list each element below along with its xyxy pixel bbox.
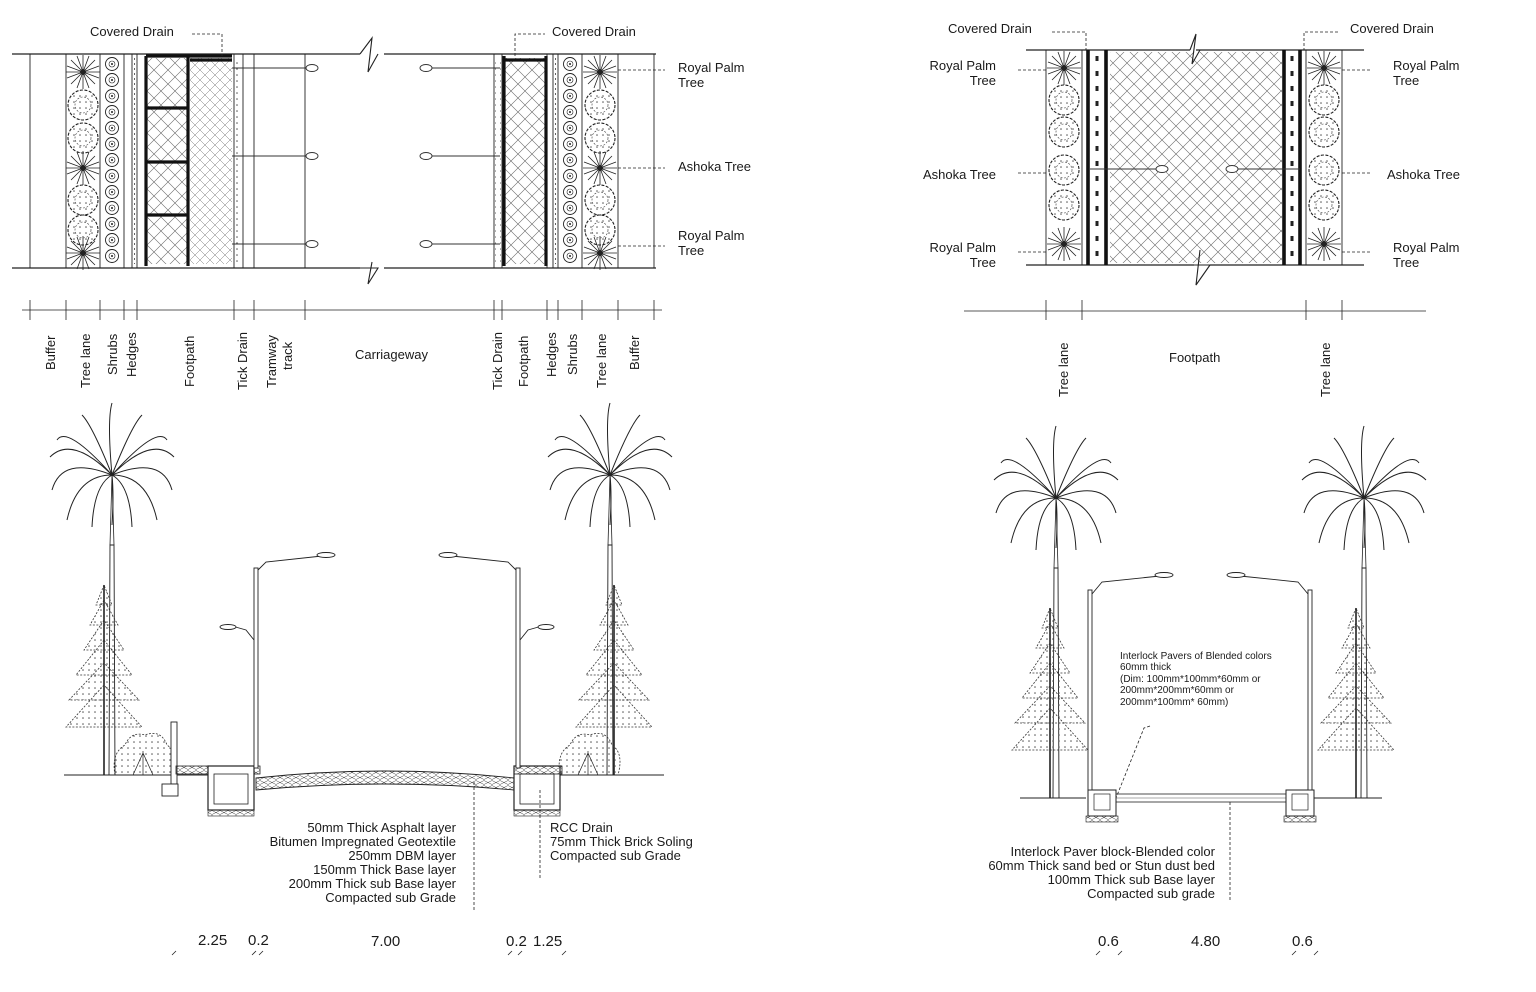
zone-footpath: Footpath xyxy=(182,335,197,387)
covered-drain-label: Covered Drain xyxy=(90,24,174,39)
layer-label: 200mm Thick sub Base layer xyxy=(288,876,456,891)
zone-tick-drain: Tick Drain xyxy=(490,331,505,390)
ashoka-tree-label: Ashoka Tree xyxy=(678,159,751,174)
layer-label: Compacted sub grade xyxy=(1087,886,1215,901)
zone-tramway-track: track xyxy=(280,341,295,370)
right-plan-ruler xyxy=(964,300,1426,397)
royal-palm-label: Royal Palm xyxy=(1393,58,1460,73)
paver-note: (Dim: 100mm*100mm*60mm or xyxy=(1120,674,1261,685)
shrub-elevation xyxy=(114,733,175,775)
zone-tree-lane: Tree lane xyxy=(78,333,93,388)
covered-drain-label: Covered Drain xyxy=(948,21,1032,36)
ashoka-tree-elevation xyxy=(1012,608,1088,798)
royal-palm-label: Royal Palm xyxy=(678,228,745,243)
dimension-label: 7.00 xyxy=(371,933,401,950)
dimension-label: 0.6 xyxy=(1098,933,1119,950)
dimension-label: 0.6 xyxy=(1292,933,1313,950)
paver-note: Interlock Pavers of Blended colors xyxy=(1120,651,1272,662)
zone-footpath: Footpath xyxy=(1169,350,1221,365)
dimension-label: 4.80 xyxy=(1191,933,1221,950)
ashoka-tree-label: Ashoka Tree xyxy=(923,167,996,182)
royal-palm-label: Royal Palm xyxy=(929,58,996,73)
zone-carriageway: Carriageway xyxy=(355,347,428,362)
paver-note: 60mm thick xyxy=(1120,662,1172,673)
paver-note: 200mm*200mm*60mm or xyxy=(1120,685,1234,696)
zone-shrubs: Shrubs xyxy=(565,333,580,375)
tree-label: Tree xyxy=(678,243,705,258)
left-plan-ruler xyxy=(22,300,662,390)
tree-label: Tree xyxy=(1393,73,1420,88)
layer-label: 100mm Thick sub Base layer xyxy=(1047,872,1215,887)
zone-hedges: Hedges xyxy=(124,332,139,377)
tree-label: Tree xyxy=(969,73,996,88)
zone-shrubs: Shrubs xyxy=(105,333,120,375)
tree-label: Tree xyxy=(1393,255,1420,270)
covered-drain-label: Covered Drain xyxy=(1350,21,1434,36)
zone-tree-lane: Tree lane xyxy=(1056,342,1071,397)
left-section xyxy=(50,403,693,955)
dimension-label: 0.2 xyxy=(248,932,269,949)
layer-label: Compacted sub Grade xyxy=(325,890,456,905)
paver-note: 200mm*100mm* 60mm) xyxy=(1120,697,1229,708)
zone-footpath: Footpath xyxy=(516,335,531,387)
layer-label: 60mm Thick sand bed or Stun dust bed xyxy=(988,858,1215,873)
tree-label: Tree xyxy=(969,255,996,270)
drain-layer-label: Compacted sub Grade xyxy=(550,848,681,863)
royal-palm-label: Royal Palm xyxy=(1393,240,1460,255)
left-plan xyxy=(12,24,751,284)
layer-label: 150mm Thick Base layer xyxy=(313,862,456,877)
tree-label: Tree xyxy=(678,75,705,90)
zone-hedges: Hedges xyxy=(544,332,559,377)
zone-tick-drain: Tick Drain xyxy=(235,331,250,390)
ashoka-tree-elevation xyxy=(1318,608,1394,798)
drain-layer-label: RCC Drain xyxy=(550,820,613,835)
dimension-label: 2.25 xyxy=(198,932,228,949)
dimension-label: 0.2 xyxy=(506,933,527,950)
right-section xyxy=(988,426,1426,955)
layer-label: 250mm DBM layer xyxy=(348,848,456,863)
layer-label: Bitumen Impregnated Geotextile xyxy=(269,834,456,849)
zone-tree-lane: Tree lane xyxy=(1318,342,1333,397)
royal-palm-label: Royal Palm xyxy=(929,240,996,255)
zone-buffer: Buffer xyxy=(627,335,642,370)
covered-drain-label: Covered Drain xyxy=(552,24,636,39)
right-plan xyxy=(923,21,1460,285)
drain-layer-label: 75mm Thick Brick Soling xyxy=(550,834,693,849)
ashoka-tree-label: Ashoka Tree xyxy=(1387,167,1460,182)
dimension-label: 1.25 xyxy=(533,933,563,950)
zone-buffer: Buffer xyxy=(43,335,58,370)
layer-label: Interlock Paver block-Blended color xyxy=(1010,844,1215,859)
royal-palm-label: Royal Palm xyxy=(678,60,745,75)
layer-label: 50mm Thick Asphalt layer xyxy=(307,820,456,835)
zone-tramway: Tramway xyxy=(264,335,279,388)
break-line-icon xyxy=(360,38,378,284)
zone-tree-lane: Tree lane xyxy=(594,333,609,388)
